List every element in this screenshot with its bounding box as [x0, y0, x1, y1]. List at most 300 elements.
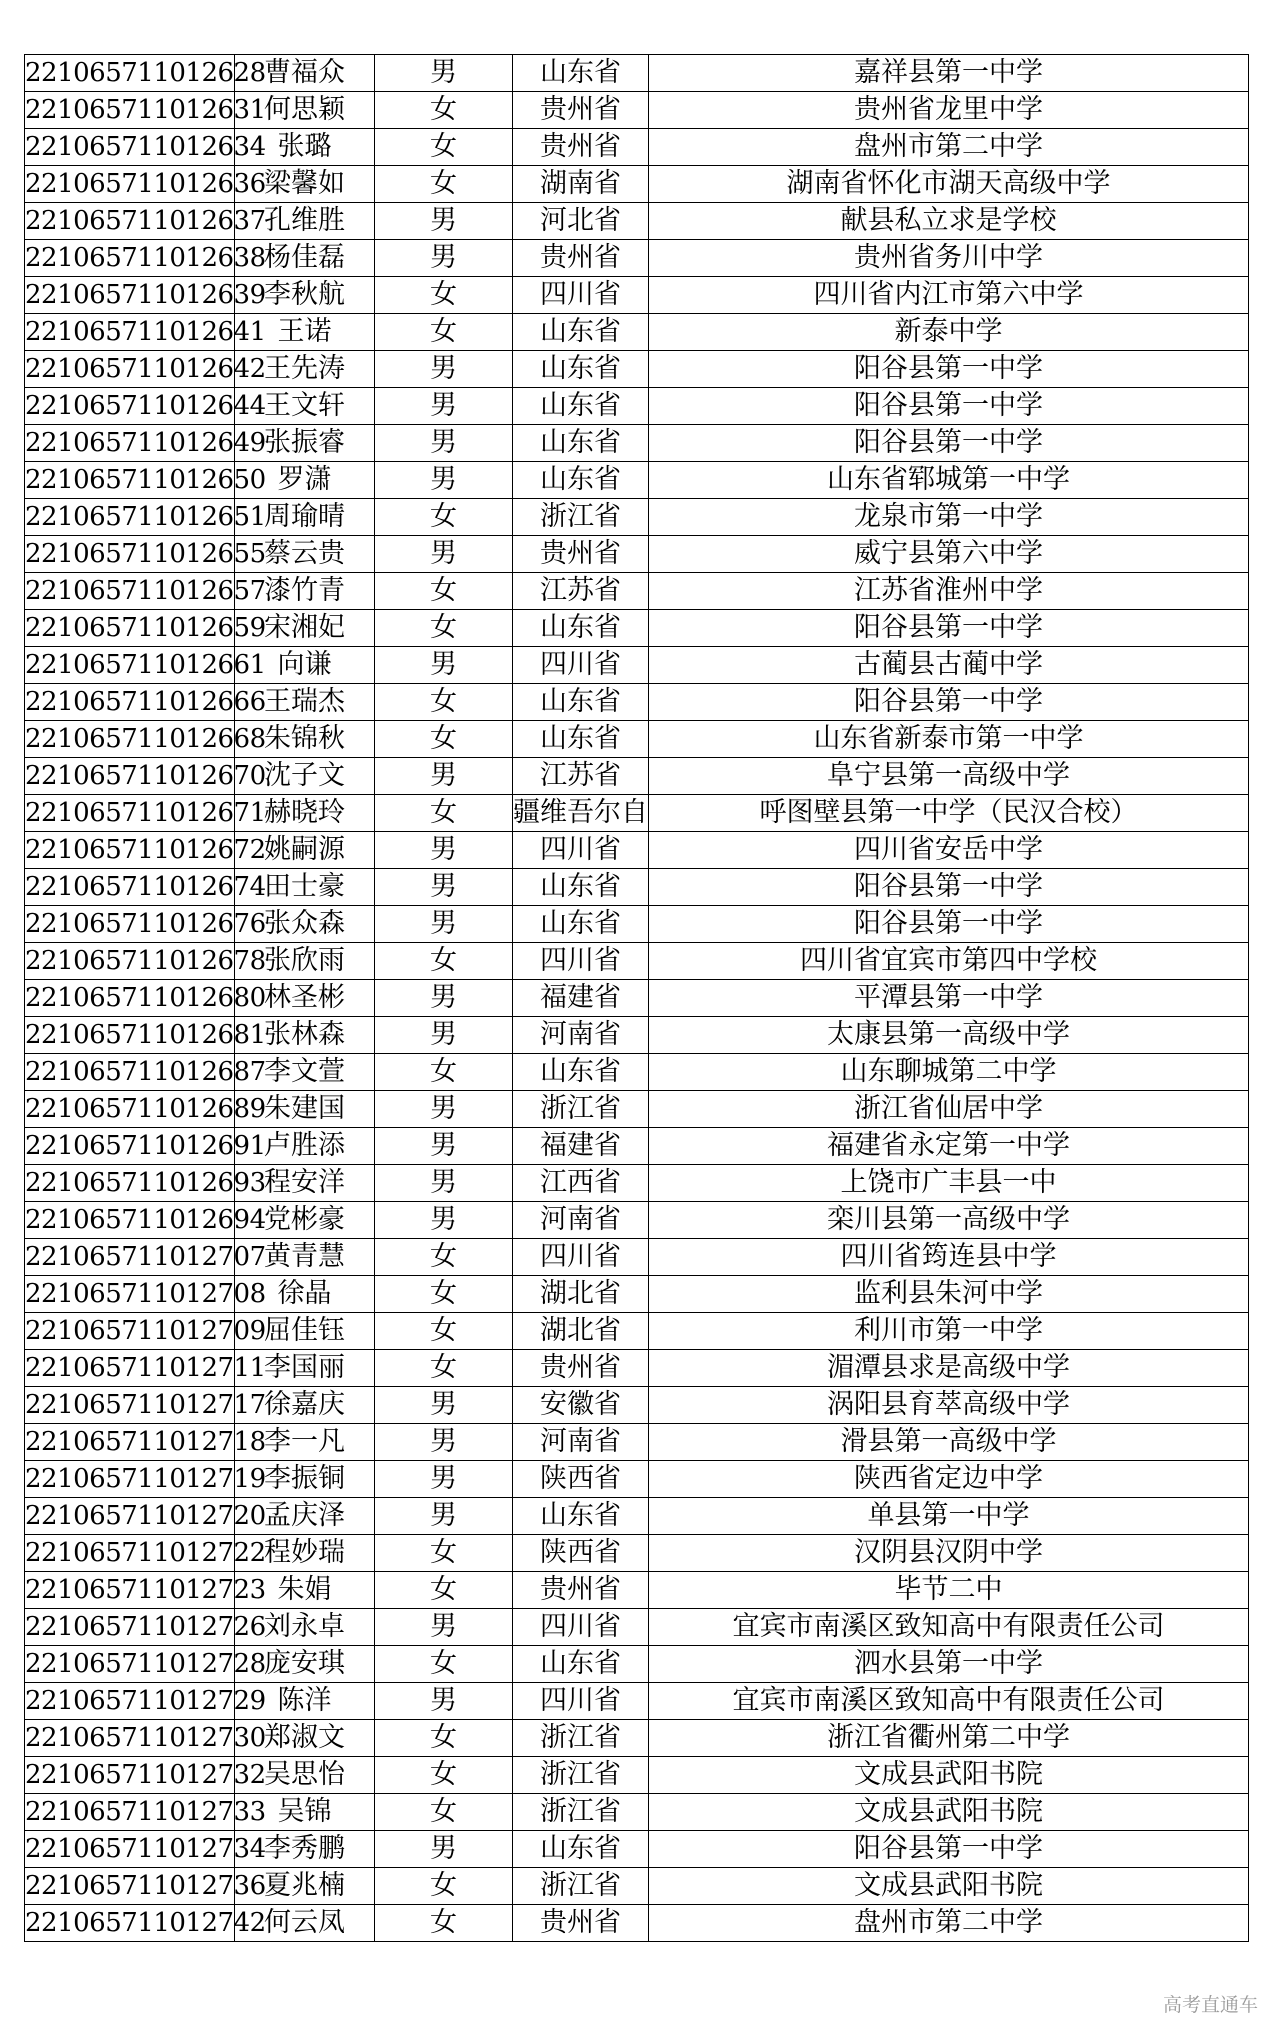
- name-cell: 罗潇: [235, 462, 375, 499]
- school-cell: 山东省新泰市第一中学: [649, 721, 1249, 758]
- school-cell: 阳谷县第一中学: [649, 425, 1249, 462]
- name-cell: 徐嘉庆: [235, 1387, 375, 1424]
- table-row: [25, 1387, 1249, 1424]
- table-row: [25, 425, 1249, 462]
- province-cell: 山东省: [513, 1498, 649, 1535]
- province-cell: 浙江省: [513, 1868, 649, 1905]
- gender-cell: 女: [375, 1313, 513, 1350]
- table-row: [25, 832, 1249, 869]
- name-cell: 党彬豪: [235, 1202, 375, 1239]
- name-cell: 宋湘妃: [235, 610, 375, 647]
- name-cell: 孔维胜: [235, 203, 375, 240]
- name-cell: 吴锦: [235, 1794, 375, 1831]
- name-cell: 赫晓玲: [235, 795, 375, 832]
- candidate-id-cell: 221065711012719: [25, 1461, 235, 1498]
- gender-cell: 女: [375, 1905, 513, 1942]
- table-row: [25, 1202, 1249, 1239]
- candidate-id-cell: 221065711012711: [25, 1350, 235, 1387]
- name-cell: 张欣雨: [235, 943, 375, 980]
- gender-cell: 女: [375, 610, 513, 647]
- table-row: [25, 351, 1249, 388]
- table-row: [25, 721, 1249, 758]
- school-cell: 献县私立求是学校: [649, 203, 1249, 240]
- name-cell: 王诺: [235, 314, 375, 351]
- table-row: [25, 1091, 1249, 1128]
- name-cell: 程妙瑞: [235, 1535, 375, 1572]
- candidate-id-cell: 221065711012732: [25, 1757, 235, 1794]
- school-cell: 威宁县第六中学: [649, 536, 1249, 573]
- school-cell: 阳谷县第一中学: [649, 869, 1249, 906]
- school-cell: 贵州省龙里中学: [649, 92, 1249, 129]
- province-cell: 湖南省: [513, 166, 649, 203]
- name-cell: 姚嗣源: [235, 832, 375, 869]
- province-cell: 四川省: [513, 647, 649, 684]
- gender-cell: 男: [375, 1128, 513, 1165]
- gender-cell: 女: [375, 721, 513, 758]
- name-cell: 屈佳钰: [235, 1313, 375, 1350]
- candidate-id-cell: 221065711012666: [25, 684, 235, 721]
- school-cell: 滑县第一高级中学: [649, 1424, 1249, 1461]
- watermark-text: 高考直通车: [1162, 1994, 1258, 2016]
- table-row: [25, 573, 1249, 610]
- school-cell: 汉阴县汉阴中学: [649, 1535, 1249, 1572]
- province-cell: 贵州省: [513, 1905, 649, 1942]
- candidate-id-cell: 221065711012668: [25, 721, 235, 758]
- name-cell: 李振铜: [235, 1461, 375, 1498]
- name-cell: 黄青慧: [235, 1239, 375, 1276]
- candidate-id-cell: 221065711012723: [25, 1572, 235, 1609]
- name-cell: 沈子文: [235, 758, 375, 795]
- gender-cell: 男: [375, 1609, 513, 1646]
- gender-cell: 男: [375, 980, 513, 1017]
- gender-cell: 女: [375, 943, 513, 980]
- province-cell: 福建省: [513, 1128, 649, 1165]
- province-cell: 山东省: [513, 351, 649, 388]
- table-row: [25, 869, 1249, 906]
- candidate-id-cell: 221065711012689: [25, 1091, 235, 1128]
- table-row: [25, 1794, 1249, 1831]
- table-row: [25, 1720, 1249, 1757]
- gender-cell: 女: [375, 573, 513, 610]
- province-cell: 山东省: [513, 425, 649, 462]
- table-row: [25, 1128, 1249, 1165]
- table-row: [25, 92, 1249, 129]
- name-cell: 田士豪: [235, 869, 375, 906]
- school-cell: 四川省安岳中学: [649, 832, 1249, 869]
- roster-body: [25, 55, 1249, 1942]
- candidate-id-cell: 221065711012726: [25, 1609, 235, 1646]
- table-row: [25, 499, 1249, 536]
- gender-cell: 女: [375, 1572, 513, 1609]
- school-cell: 古蔺县古蔺中学: [649, 647, 1249, 684]
- school-cell: 阳谷县第一中学: [649, 906, 1249, 943]
- province-cell: 贵州省: [513, 536, 649, 573]
- province-cell: 湖北省: [513, 1276, 649, 1313]
- gender-cell: 男: [375, 1165, 513, 1202]
- gender-cell: 女: [375, 129, 513, 166]
- school-cell: 新泰中学: [649, 314, 1249, 351]
- province-cell: 山东省: [513, 906, 649, 943]
- gender-cell: 女: [375, 1794, 513, 1831]
- school-cell: 涡阳县育萃高级中学: [649, 1387, 1249, 1424]
- name-cell: 周瑜晴: [235, 499, 375, 536]
- candidate-id-cell: 221065711012639: [25, 277, 235, 314]
- gender-cell: 男: [375, 388, 513, 425]
- province-cell: 山东省: [513, 1831, 649, 1868]
- gender-cell: 男: [375, 1498, 513, 1535]
- gender-cell: 男: [375, 536, 513, 573]
- province-cell: 四川省: [513, 832, 649, 869]
- province-cell: 河南省: [513, 1424, 649, 1461]
- name-cell: 向谦: [235, 647, 375, 684]
- gender-cell: 女: [375, 684, 513, 721]
- school-cell: 四川省宜宾市第四中学校: [649, 943, 1249, 980]
- name-cell: 吴思怡: [235, 1757, 375, 1794]
- province-cell: 山东省: [513, 1054, 649, 1091]
- table-row: [25, 980, 1249, 1017]
- school-cell: 文成县武阳书院: [649, 1868, 1249, 1905]
- candidate-id-cell: 221065711012670: [25, 758, 235, 795]
- gender-cell: 男: [375, 647, 513, 684]
- candidate-id-cell: 221065711012642: [25, 351, 235, 388]
- gender-cell: 男: [375, 203, 513, 240]
- school-cell: 阳谷县第一中学: [649, 1831, 1249, 1868]
- name-cell: 曹福众: [235, 55, 375, 92]
- name-cell: 张众森: [235, 906, 375, 943]
- province-cell: 浙江省: [513, 1720, 649, 1757]
- province-cell: 河南省: [513, 1017, 649, 1054]
- province-cell: 四川省: [513, 277, 649, 314]
- table-row: [25, 1017, 1249, 1054]
- candidate-id-cell: 221065711012631: [25, 92, 235, 129]
- school-cell: 陕西省定边中学: [649, 1461, 1249, 1498]
- candidate-id-cell: 221065711012730: [25, 1720, 235, 1757]
- gender-cell: 男: [375, 462, 513, 499]
- gender-cell: 女: [375, 1646, 513, 1683]
- school-cell: 阳谷县第一中学: [649, 351, 1249, 388]
- candidate-id-cell: 221065711012722: [25, 1535, 235, 1572]
- name-cell: 李文萱: [235, 1054, 375, 1091]
- candidate-id-cell: 221065711012634: [25, 129, 235, 166]
- province-cell: 山东省: [513, 314, 649, 351]
- school-cell: 阜宁县第一高级中学: [649, 758, 1249, 795]
- school-cell: 浙江省衢州第二中学: [649, 1720, 1249, 1757]
- candidate-id-cell: 221065711012641: [25, 314, 235, 351]
- candidate-id-cell: 221065711012694: [25, 1202, 235, 1239]
- table-row: [25, 1461, 1249, 1498]
- school-cell: 利川市第一中学: [649, 1313, 1249, 1350]
- gender-cell: 女: [375, 1720, 513, 1757]
- candidate-id-cell: 221065711012661: [25, 647, 235, 684]
- province-cell: 湖北省: [513, 1313, 649, 1350]
- name-cell: 孟庆泽: [235, 1498, 375, 1535]
- name-cell: 朱建国: [235, 1091, 375, 1128]
- table-row: [25, 166, 1249, 203]
- candidate-id-cell: 221065711012728: [25, 1646, 235, 1683]
- name-cell: 李一凡: [235, 1424, 375, 1461]
- candidate-id-cell: 221065711012691: [25, 1128, 235, 1165]
- school-cell: 文成县武阳书院: [649, 1794, 1249, 1831]
- table-row: [25, 1498, 1249, 1535]
- province-cell: 贵州省: [513, 240, 649, 277]
- table-row: [25, 1535, 1249, 1572]
- gender-cell: 男: [375, 869, 513, 906]
- school-cell: 文成县武阳书院: [649, 1757, 1249, 1794]
- name-cell: 王文轩: [235, 388, 375, 425]
- name-cell: 漆竹青: [235, 573, 375, 610]
- candidate-id-cell: 221065711012707: [25, 1239, 235, 1276]
- name-cell: 杨佳磊: [235, 240, 375, 277]
- name-cell: 陈洋: [235, 1683, 375, 1720]
- gender-cell: 女: [375, 166, 513, 203]
- gender-cell: 男: [375, 1424, 513, 1461]
- school-cell: 阳谷县第一中学: [649, 684, 1249, 721]
- candidate-id-cell: 221065711012674: [25, 869, 235, 906]
- table-row: [25, 943, 1249, 980]
- school-cell: 阳谷县第一中学: [649, 388, 1249, 425]
- gender-cell: 女: [375, 1239, 513, 1276]
- school-cell: 阳谷县第一中学: [649, 610, 1249, 647]
- province-cell: 浙江省: [513, 1757, 649, 1794]
- candidate-id-cell: 221065711012649: [25, 425, 235, 462]
- school-cell: 江苏省淮州中学: [649, 573, 1249, 610]
- school-cell: 盘州市第二中学: [649, 129, 1249, 166]
- gender-cell: 女: [375, 499, 513, 536]
- table-row: [25, 1313, 1249, 1350]
- candidate-id-cell: 221065711012671: [25, 795, 235, 832]
- table-row: [25, 1646, 1249, 1683]
- province-cell: 四川省: [513, 943, 649, 980]
- school-cell: 山东聊城第二中学: [649, 1054, 1249, 1091]
- school-cell: 福建省永定第一中学: [649, 1128, 1249, 1165]
- name-cell: 刘永卓: [235, 1609, 375, 1646]
- table-row: [25, 314, 1249, 351]
- gender-cell: 男: [375, 1017, 513, 1054]
- province-cell: 山东省: [513, 869, 649, 906]
- gender-cell: 女: [375, 1868, 513, 1905]
- school-cell: 宜宾市南溪区致知高中有限责任公司: [649, 1609, 1249, 1646]
- school-cell: 贵州省务川中学: [649, 240, 1249, 277]
- province-cell: 江苏省: [513, 573, 649, 610]
- school-cell: 太康县第一高级中学: [649, 1017, 1249, 1054]
- gender-cell: 男: [375, 1683, 513, 1720]
- province-cell: 浙江省: [513, 1091, 649, 1128]
- candidate-id-cell: 221065711012709: [25, 1313, 235, 1350]
- gender-cell: 男: [375, 758, 513, 795]
- province-cell: 陕西省: [513, 1535, 649, 1572]
- school-cell: 嘉祥县第一中学: [649, 55, 1249, 92]
- table-row: [25, 647, 1249, 684]
- table-row: [25, 1905, 1249, 1942]
- candidate-id-cell: 221065711012655: [25, 536, 235, 573]
- candidate-id-cell: 221065711012733: [25, 1794, 235, 1831]
- province-cell: 山东省: [513, 55, 649, 92]
- name-cell: 蔡云贵: [235, 536, 375, 573]
- gender-cell: 男: [375, 1831, 513, 1868]
- province-cell: 江苏省: [513, 758, 649, 795]
- table-row: [25, 240, 1249, 277]
- gender-cell: 女: [375, 1757, 513, 1794]
- name-cell: 何云凤: [235, 1905, 375, 1942]
- school-cell: 浙江省仙居中学: [649, 1091, 1249, 1128]
- province-cell: 福建省: [513, 980, 649, 1017]
- school-cell: 龙泉市第一中学: [649, 499, 1249, 536]
- school-cell: 单县第一中学: [649, 1498, 1249, 1535]
- school-cell: 四川省内江市第六中学: [649, 277, 1249, 314]
- name-cell: 郑淑文: [235, 1720, 375, 1757]
- table-row: [25, 906, 1249, 943]
- name-cell: 张璐: [235, 129, 375, 166]
- candidate-id-cell: 221065711012676: [25, 906, 235, 943]
- candidate-id-cell: 221065711012672: [25, 832, 235, 869]
- table-row: [25, 277, 1249, 314]
- candidate-id-cell: 221065711012659: [25, 610, 235, 647]
- province-cell: 疆维吾尔自: [513, 795, 649, 832]
- table-row: [25, 1757, 1249, 1794]
- province-cell: 山东省: [513, 462, 649, 499]
- province-cell: 贵州省: [513, 92, 649, 129]
- school-cell: 平潭县第一中学: [649, 980, 1249, 1017]
- province-cell: 贵州省: [513, 129, 649, 166]
- gender-cell: 男: [375, 1202, 513, 1239]
- table-row: [25, 1276, 1249, 1313]
- school-cell: 山东省郓城第一中学: [649, 462, 1249, 499]
- table-row: [25, 758, 1249, 795]
- province-cell: 贵州省: [513, 1350, 649, 1387]
- candidate-id-cell: 221065711012736: [25, 1868, 235, 1905]
- candidate-id-cell: 221065711012644: [25, 388, 235, 425]
- province-cell: 四川省: [513, 1609, 649, 1646]
- table-row: [25, 795, 1249, 832]
- school-cell: 泗水县第一中学: [649, 1646, 1249, 1683]
- table-row: [25, 1054, 1249, 1091]
- gender-cell: 男: [375, 425, 513, 462]
- candidate-id-cell: 221065711012720: [25, 1498, 235, 1535]
- candidate-id-cell: 221065711012657: [25, 573, 235, 610]
- gender-cell: 女: [375, 277, 513, 314]
- province-cell: 山东省: [513, 388, 649, 425]
- table-row: [25, 1239, 1249, 1276]
- student-roster-table: [24, 54, 1249, 1942]
- gender-cell: 男: [375, 832, 513, 869]
- candidate-id-cell: 221065711012680: [25, 980, 235, 1017]
- school-cell: 栾川县第一高级中学: [649, 1202, 1249, 1239]
- name-cell: 张林森: [235, 1017, 375, 1054]
- province-cell: 浙江省: [513, 1794, 649, 1831]
- candidate-id-cell: 221065711012681: [25, 1017, 235, 1054]
- table-row: [25, 388, 1249, 425]
- province-cell: 四川省: [513, 1239, 649, 1276]
- name-cell: 李秋航: [235, 277, 375, 314]
- candidate-id-cell: 221065711012678: [25, 943, 235, 980]
- table-row: [25, 1868, 1249, 1905]
- table-row: [25, 203, 1249, 240]
- candidate-id-cell: 221065711012638: [25, 240, 235, 277]
- candidate-id-cell: 221065711012742: [25, 1905, 235, 1942]
- province-cell: 河北省: [513, 203, 649, 240]
- table-row: [25, 1683, 1249, 1720]
- candidate-id-cell: 221065711012708: [25, 1276, 235, 1313]
- province-cell: 安徽省: [513, 1387, 649, 1424]
- table-row: [25, 1350, 1249, 1387]
- table-row: [25, 462, 1249, 499]
- name-cell: 李国丽: [235, 1350, 375, 1387]
- table-row: [25, 536, 1249, 573]
- name-cell: 王先涛: [235, 351, 375, 388]
- table-row: [25, 1831, 1249, 1868]
- name-cell: 卢胜添: [235, 1128, 375, 1165]
- name-cell: 程安洋: [235, 1165, 375, 1202]
- school-cell: 湄潭县求是高级中学: [649, 1350, 1249, 1387]
- gender-cell: 女: [375, 1535, 513, 1572]
- candidate-id-cell: 221065711012636: [25, 166, 235, 203]
- gender-cell: 男: [375, 1387, 513, 1424]
- name-cell: 朱锦秋: [235, 721, 375, 758]
- province-cell: 四川省: [513, 1683, 649, 1720]
- province-cell: 山东省: [513, 721, 649, 758]
- gender-cell: 女: [375, 1054, 513, 1091]
- province-cell: 山东省: [513, 684, 649, 721]
- province-cell: 贵州省: [513, 1572, 649, 1609]
- candidate-id-cell: 221065711012693: [25, 1165, 235, 1202]
- gender-cell: 男: [375, 240, 513, 277]
- school-cell: 呼图壁县第一中学（民汉合校）: [649, 795, 1249, 832]
- name-cell: 夏兆楠: [235, 1868, 375, 1905]
- table-row: [25, 129, 1249, 166]
- name-cell: 朱娟: [235, 1572, 375, 1609]
- school-cell: 宜宾市南溪区致知高中有限责任公司: [649, 1683, 1249, 1720]
- school-cell: 上饶市广丰县一中: [649, 1165, 1249, 1202]
- table-row: [25, 55, 1249, 92]
- name-cell: 庞安琪: [235, 1646, 375, 1683]
- candidate-id-cell: 221065711012637: [25, 203, 235, 240]
- candidate-id-cell: 221065711012687: [25, 1054, 235, 1091]
- school-cell: 盘州市第二中学: [649, 1905, 1249, 1942]
- candidate-id-cell: 221065711012718: [25, 1424, 235, 1461]
- province-cell: 山东省: [513, 610, 649, 647]
- gender-cell: 女: [375, 1350, 513, 1387]
- school-cell: 四川省筠连县中学: [649, 1239, 1249, 1276]
- name-cell: 李秀鹏: [235, 1831, 375, 1868]
- province-cell: 陕西省: [513, 1461, 649, 1498]
- school-cell: 湖南省怀化市湖天高级中学: [649, 166, 1249, 203]
- name-cell: 何思颖: [235, 92, 375, 129]
- candidate-id-cell: 221065711012734: [25, 1831, 235, 1868]
- candidate-id-cell: 221065711012628: [25, 55, 235, 92]
- province-cell: 河南省: [513, 1202, 649, 1239]
- candidate-id-cell: 221065711012729: [25, 1683, 235, 1720]
- gender-cell: 男: [375, 1091, 513, 1128]
- province-cell: 浙江省: [513, 499, 649, 536]
- name-cell: 徐晶: [235, 1276, 375, 1313]
- school-cell: 毕节二中: [649, 1572, 1249, 1609]
- school-cell: 监利县朱河中学: [649, 1276, 1249, 1313]
- table-row: [25, 1165, 1249, 1202]
- name-cell: 梁馨如: [235, 166, 375, 203]
- candidate-id-cell: 221065711012651: [25, 499, 235, 536]
- table-row: [25, 610, 1249, 647]
- candidate-id-cell: 221065711012650: [25, 462, 235, 499]
- table-row: [25, 1609, 1249, 1646]
- candidate-id-cell: 221065711012717: [25, 1387, 235, 1424]
- gender-cell: 男: [375, 351, 513, 388]
- province-cell: 山东省: [513, 1646, 649, 1683]
- table-row: [25, 1572, 1249, 1609]
- province-cell: 江西省: [513, 1165, 649, 1202]
- gender-cell: 女: [375, 92, 513, 129]
- name-cell: 林圣彬: [235, 980, 375, 1017]
- gender-cell: 男: [375, 55, 513, 92]
